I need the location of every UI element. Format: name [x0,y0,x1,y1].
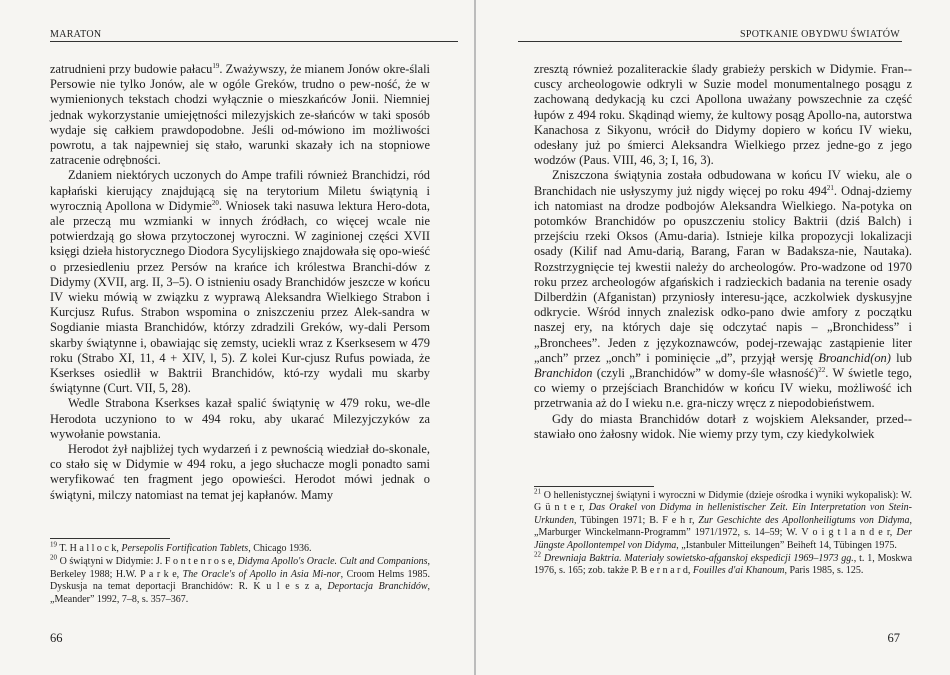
text-run: . Zważywszy, że mianem Jonów okre-ślali Persowie nie tylko Jonów, ale w ogóle Greków, trudno o pew-ność, że w wymienionych tekstach chodzi wyłącznie o mieszkańców Jonii. Niemniej jednak wykorzystanie umiejętności milezyjskich ze-słańców w taki sposób wydaje się całkiem prawdopodobne. Jeśli od-mówiono im możliwości powrotu, a tak najpewniej się stało, warunki skazały ich na stopniowe zatracenie odrębności. [50,62,430,168]
text-run: zresztą również pozaliterackie ślady grabieży perskich w Didymie. Fran-cuscy archeologowie odkryli w Suzie model monumentalnego posągu z zachowaną dedykacją ku czci Apollona uważany powszechnie za część łupów z 494 roku. Skądinąd wiemy, że kultowy posąg Apollo-na, autorstwa Kanachosa z Sikyonu, wrócił do Didymy dopiero w końcu IV wieku, odesłany już po śmierci Aleksandra Wielkiego przez jedne-go z jego wodzów (Paus. VIII, 46, 3; I, 16, 3). [534,62,912,168]
text-run: (czyli „Branchidów” w domy-śle własność) [592,366,819,381]
footnote-rule [50,538,170,539]
italic-title: Drewniaja Baktria. Materiały sowietsko-afganskoj ekspedicji 1969–1973 gg. [543,553,854,565]
italic-title: The Oracle's of Apollo in Asia Mi-nor [182,568,341,580]
text-run: . Odnaj-dziemy ich natomiast na drodze podbojów Aleksandra Wielkiego. Na-potyka on potomków Branchidów po opuszczeniu stolicy Baktrii (dziś Balch) i przejściu rzeki Oksos (Amu-daria). Istnieje kilka propozycji lokalizacji osady (Kilif nad Amu-darią, Barang, Faran w Badaksza-nie, Nautaka). Rozstrzygnięcie tej kwestii należy do archeologów. Pro-wadzone od 1970 roku przez archeologów afgańskich i radzieckich badania na terenie osady Dilberdżin (Afganistan) przyniosły interesu-jące, aczkolwiek dyskusyjne odkrycie. Wśród innych znalezisk odko-pano dwie amfory z początku naszej ery, na których daje się odczytać napis – „Bronchidess” i „Bronchees”. Jeden z językoznawców, podej-rzewając zastąpienie liter „anch” przez „onch” i pominięcie „d”, przyjął wersję [534,183,912,365]
italic-title: Zur Geschichte des Apollonheiligtums von Didyma [698,514,910,526]
text-run: Wedle Strabona Kserkses kazał spalić świątynię w 479 roku, we-dle Herodota uczyniono to w 494 roku, aby ukarać Milezyjczyków za wywołanie powstania. [50,396,430,441]
header-rule [50,41,458,42]
text-run: , „Meander” 1992, 7–8, s. 357–367. [50,581,430,605]
text-run: Herodot żył najbliżej tych wydarzeń i z pewnością wiedział do-skonale, co stało się w Didymie w 494 roku, a jego słuchacze mogli ponadto sami weryfikować ten fragment jego opowieści. Herodot mówi jednak o świątyni, milczy natomiast na temat jej kapłanów. Mamy [50,442,430,502]
footnote [50,556,430,606]
text-run: , „Istanbuler Mitteilungen” Beiheft 14, Tübingen 1975. [676,539,897,551]
footnote [50,540,430,555]
text-run: , Chicago 1936. [248,543,312,554]
page-number: 67 [887,631,900,645]
text-run: O świątyni w Didymie: J. F o n t e n r o s e, [57,556,238,568]
running-head: MARATON [50,29,102,40]
text-run: Zdaniem niektórych uczonych do Ampe trafili również Branchidzi, ród kapłański kierujący znajdującą się na terytorium Miletu świątynią i wyrocznią Apollona w Didymie [50,168,430,213]
header-rule [518,41,902,42]
italic-title: Der Jüngste Apollontempel von Didyma [534,527,912,551]
body-text [50,62,430,503]
italic-title: Deportacja Branchidów [327,581,428,593]
footnotes [50,540,431,607]
paragraph [534,412,912,442]
paragraph [50,396,430,442]
footnote-rule [534,486,654,487]
footnote [534,487,912,552]
page-number: 66 [50,631,63,645]
paragraph [50,442,430,503]
footnote-marker: 19 [212,61,220,70]
right-page [476,0,950,675]
footnote-marker: 20 [211,198,219,207]
paragraph [534,168,912,411]
italic-title: Das Orakel von Didyma in hellenistischer Zeit. Ein Interpretation von Stein-Urkunden [534,502,912,526]
text-run: , Berkeley 1988; H.W. P a r k e, [50,556,431,580]
text-run: Zniszczona świątynia została odbudowana w końcu IV wieku, ale o Branchidach nie usłyszymy już nigdy więcej po roku 494 [534,168,912,198]
footnotes [534,487,913,579]
footnote [534,550,913,578]
text-run: , Paris 1985, s. 125. [784,565,864,577]
italic-title: Persepolis Fortification Tablets [121,543,249,554]
text-run: , Croom Helms 1985. Dyskusja na temat deportacji Branchidów: R. K u l e s z a, [50,568,431,593]
italic-title: Branchidon [534,366,593,381]
running-head: SPOTKANIE OBYDWU ŚWIATÓW [740,29,900,40]
paragraph [534,62,912,168]
body-text [534,62,912,442]
text-run: . Wniosek taki nasuwa lektura Hero-dota, ale przeczą mu wzmianki w innych źródłach, co więcej wcale nie potwierdzają go słowa przytoczonej wyroczni. W zaginionej części XVII księgi dzieła historycznego Diodora Sycylijskiego znajdowała się opo-wieść o przesiedleniu przez Persów na krańce ich królestwa Branchi-dów z Didymy (XVII, arg. II, 3–5). O istnieniu osady Branchidów jeszcze w końcu IV wieku mówią w związku z wyprawą Aleksandra Wielkiego Strabon i Kurcjusz Rufus. Strabon wspomina o zniszczeniu przez Alek-sandra w Sogdianie miasta Branchidów, którzy zdradzili Greków, wy-dali Persom skarby świątynne i, obawiając się zemsty, uciekli wraz z Kserksesem w 479 roku (Strabo XI, 11, 4 + XIV, l, 5). Z kolei Kur-cjusz Rufus powiada, że Kserkses osiedlił w Baktrii Branchidów, któ-rzy wydali mu skarby świątynne (Curt. VII, 5, 28). [50,198,431,396]
text-run: zatrudnieni przy budowie pałacu [50,62,213,76]
paragraph [50,62,430,168]
footnote-marker: 20 [50,554,57,563]
italic-title: Fouilles d'ai Khanoum [692,565,785,577]
footnote-marker: 21 [534,487,541,496]
text-run: T. H a l l o c k, [57,543,122,554]
italic-title: Broanchid(on) [818,350,891,365]
text-run: , Tübingen 1971; B. F e h r, [574,514,699,526]
italic-title: Didyma Apollo's Oracle. Cult and Companions [237,556,428,568]
footnote-marker: 22 [818,365,826,374]
text-run: O hellenistycznej świątyni i wyroczni w Didymie (dzieje ośrodka i wyniki wykopalisk): W. G ü n t e r, [534,490,912,514]
text-run: , t. 1, Moskwa 1976, s. 165; zob. także P. B e r n a r d, [534,553,913,577]
footnote-marker: 21 [826,183,834,192]
text-run: , „Marburger Winckelmann-Programm” 1971/1972, s. 14–59; W. V o i g t l a n d e r, [534,514,912,539]
paragraph [50,168,430,396]
footnote-marker: 22 [534,550,541,559]
left-page [0,0,474,675]
text-run: lub [890,350,912,365]
text-run: . W świetle tego, co wiemy o przejściach Branchidów w końcu IV wieku, możliwość ich przetrwania aż do I wieku n.e. gra-niczy wręcz z niepodobieństwem. [534,366,913,411]
text-run: Gdy do miasta Branchidów dotarł z wojskiem Aleksander, przed-stawiało ono żałosny widok. Nie wiemy przy tym, czy kiedykolwiek [534,411,912,441]
footnote-marker: 19 [50,540,57,549]
